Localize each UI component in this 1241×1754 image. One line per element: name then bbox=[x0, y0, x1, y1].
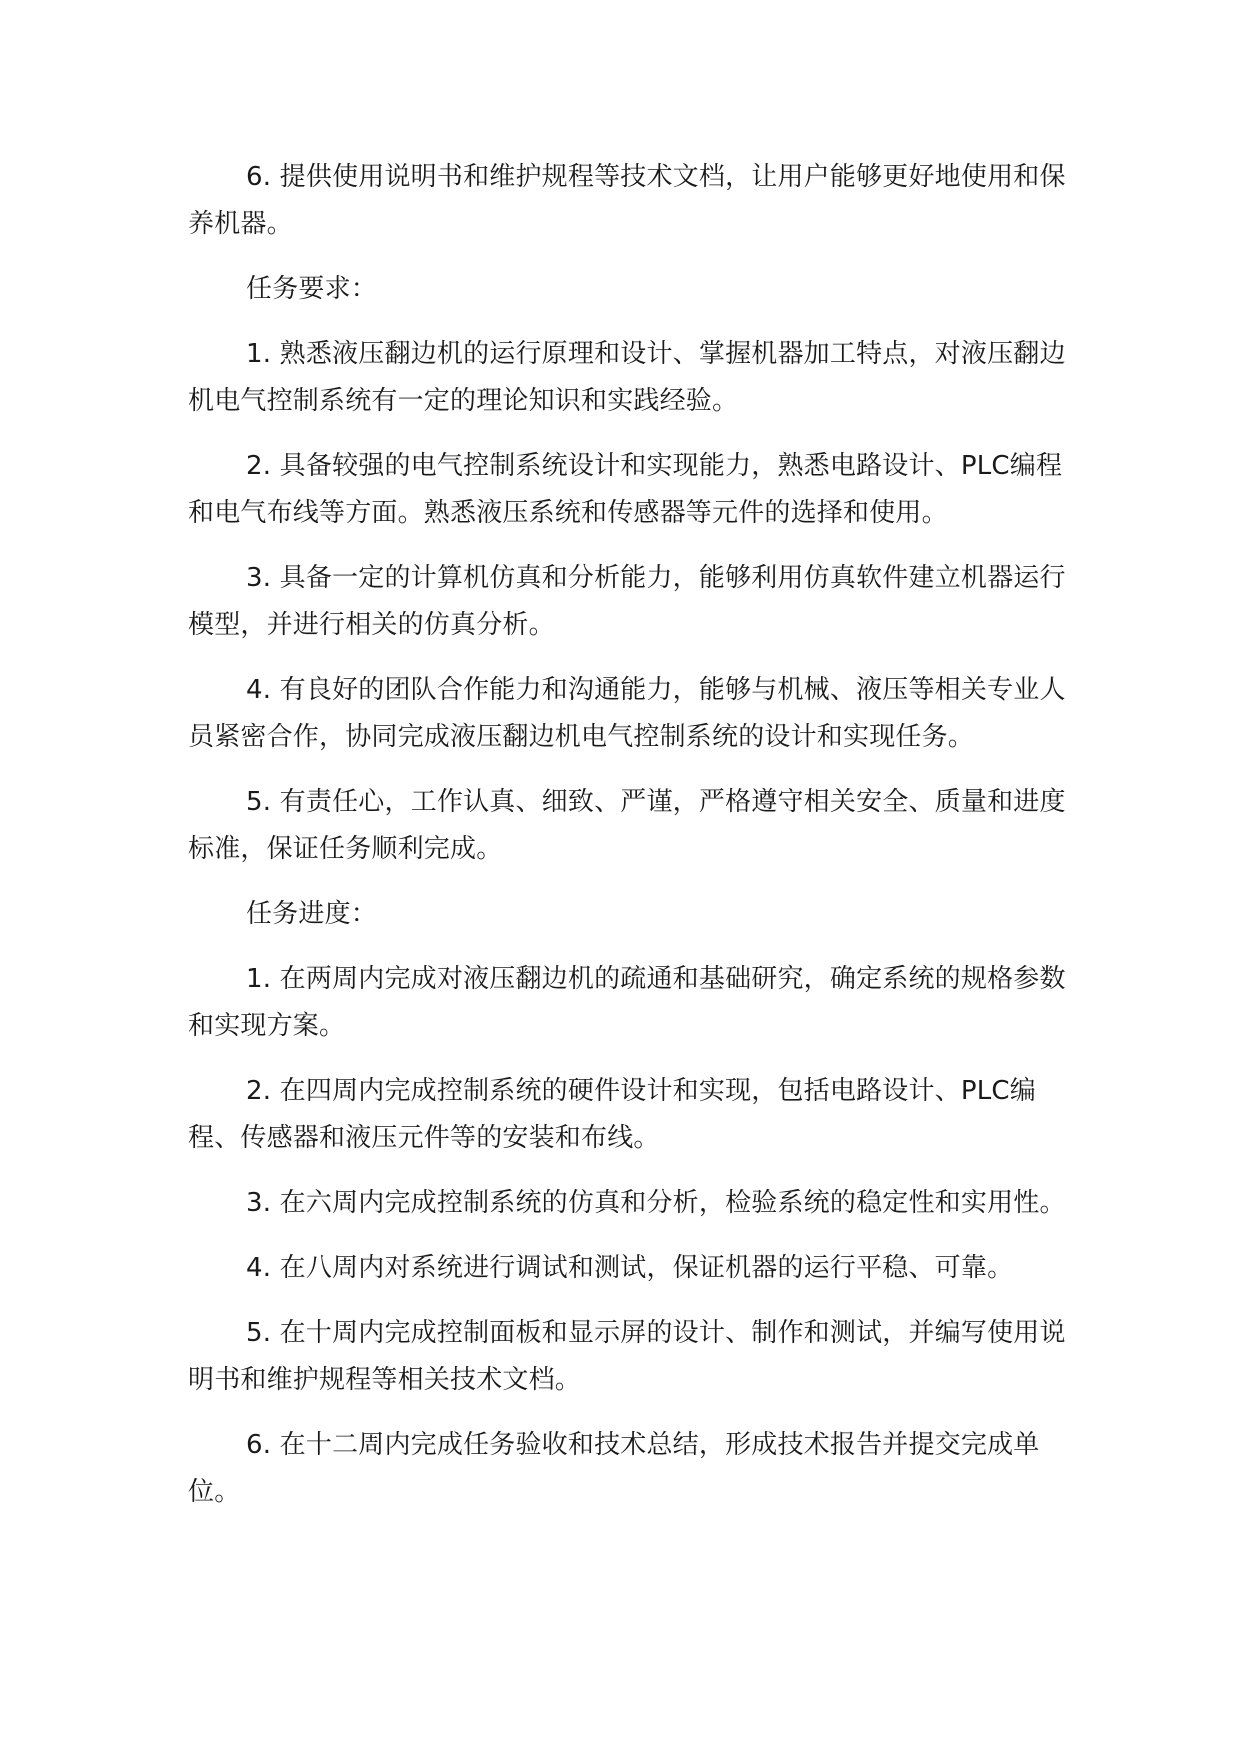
requirement-3: 3. 具备一定的计算机仿真和分析能力，能够利用仿真软件建立机器运行模型，并进行相关的仿真分析。 bbox=[188, 563, 1066, 640]
requirement-4: 4. 有良好的团队合作能力和沟通能力，能够与机械、液压等相关专业人员紧密合作，协同完成液压翻边机电气控制系统的设计和实现任务。 bbox=[188, 675, 1066, 752]
requirement-2: 2. 具备较强的电气控制系统设计和实现能力，熟悉电路设计、PLC编程和电气布线等方面。熟悉液压系统和传感器等元件的选择和使用。 bbox=[188, 451, 1063, 528]
paragraph-deliverable-6: 6. 提供使用说明书和维护规程等技术文档，让用户能够更好地使用和保养机器。 bbox=[188, 162, 1066, 239]
heading-task-schedule: 任务进度： bbox=[246, 899, 378, 929]
schedule-5: 5. 在十周内完成控制面板和显示屏的设计、制作和测试，并编写使用说明书和维护规程等相关技术文档。 bbox=[188, 1318, 1066, 1395]
schedule-4: 4. 在八周内对系统进行调试和测试，保证机器的运行平稳、可靠。 bbox=[246, 1253, 1014, 1283]
requirement-5: 5. 有责任心，工作认真、细致、严谨，严格遵守相关安全、质量和进度标准，保证任务顺利完成。 bbox=[188, 787, 1066, 864]
heading-task-requirements: 任务要求： bbox=[246, 274, 378, 304]
schedule-3: 3. 在六周内完成控制系统的仿真和分析，检验系统的稳定性和实用性。 bbox=[246, 1188, 1066, 1218]
schedule-6: 6. 在十二周内完成任务验收和技术总结，形成技术报告并提交完成单位。 bbox=[188, 1430, 1040, 1507]
schedule-2: 2. 在四周内完成控制系统的硬件设计和实现，包括电路设计、PLC编程、传感器和液压元件等的安装和布线。 bbox=[188, 1076, 1036, 1153]
schedule-1: 1. 在两周内完成对液压翻边机的疏通和基础研究，确定系统的规格参数和实现方案。 bbox=[188, 964, 1066, 1041]
document-body bbox=[188, 154, 1076, 1534]
requirement-1: 1. 熟悉液压翻边机的运行原理和设计、掌握机器加工特点，对液压翻边机电气控制系统有一定的理论知识和实践经验。 bbox=[188, 339, 1066, 416]
